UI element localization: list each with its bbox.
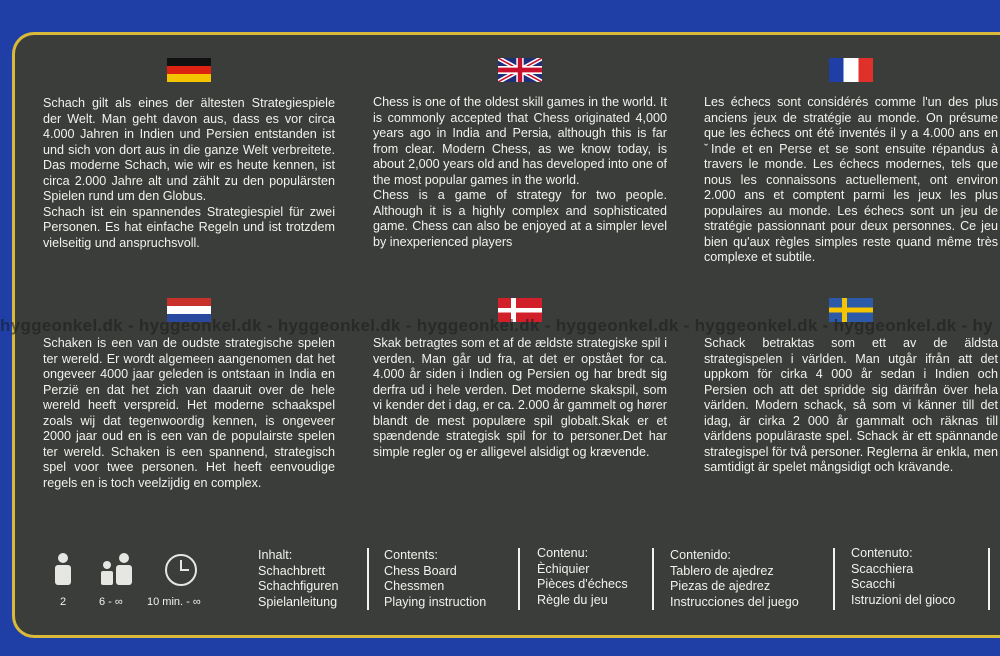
- english-description: Chess is one of the oldest skill games in the world. It is commonly accepted that Chess originated 4,000 years ago in India and Persia, although this is far from clear. Modern Chess, as we know today, is about 2,000 years old and has developed into one of the most popular games in the world. Chess is a game of strategy for two people. Although it is a highly complex and sophisticated game. Chess can also be enjoyed at a simpler level by inexperienced players: [373, 95, 667, 249]
- contents-items: Chess Board Chessmen Playing instruction: [384, 563, 487, 609]
- german-description: Schach gilt als eines der ältesten Strategiespiele der Welt. Man geht davon aus, dass es vor circa 4.000 Jahren in Indien und Persien entstanden ist und sich von dort aus in die ganze Welt verbreitete. Das moderne Schach, wie wir es heute kennen, ist circa 2.000 Jahre alt und zählt zu den populärsten Spielen rund um den Globus. Schach ist ein spannendes Strategiespiel für zwei Personen. Es hat einfache Regeln und ist trotzdem vielseitig und anspruchsvoll.: [43, 96, 335, 250]
- clock-icon: [164, 553, 198, 592]
- contents-items: Èchiquier Pièces d'échecs Règle du jeu: [537, 561, 628, 607]
- dutch-description: Schaken is een van de oudste strategische spelen ter wereld. Er wordt algemeen aangenomen dat het ongeveer 4000 jaar geleden is ontstaan in India en Perzië en dat het zich van daaruit over de hele wereld heeft verspreid. Het moderne schaakspel zoals wij dat tegenwoordig kennen, is ongeveer 2000 jaar oud en is een van de populairste spelen ter wereld. Schaken is een spannend, strategisch spel voor twee personen. Het heeft eenvoudige regels en is toch veelzijdig en complex.: [43, 336, 335, 490]
- contents-english: [384, 548, 486, 610]
- players-count: 2: [60, 596, 67, 608]
- multiplayer-icon: [99, 552, 135, 591]
- contents-items: Schachbrett Schachfiguren Spielanleitung: [258, 563, 339, 609]
- divider: [367, 548, 369, 610]
- contents-heading: Contenuto:: [851, 546, 913, 560]
- contents-heading: Contenu:: [537, 546, 589, 560]
- single-player-icon: [53, 552, 73, 591]
- contents-spanish: [670, 548, 799, 610]
- contents-items: Tablero de ajedrez Piezas de ajedrez Instrucciones del juego: [670, 563, 799, 609]
- players-range: 6 - ∞: [99, 596, 123, 608]
- play-time: 10 min. - ∞: [147, 596, 201, 608]
- divider: [518, 548, 520, 610]
- divider: [652, 548, 654, 610]
- divider: [833, 548, 835, 610]
- danish-description: Skak betragtes som et af de ældste strategiske spil i verden. Man går ud fra, at det er opstået for ca. 4.000 år siden i Indien og Persien og har bredt sig derfra ud i hele verden. Det moderne skakspil, som vi kender det i dag, er ca. 2.000 år gammelt og hører blandt de mest populære spil globalt.Skak er et spændende strategisk spil for to personer.Det har simple regler og er alligevel alsidigt og krævende.: [373, 336, 668, 459]
- divider: [988, 548, 990, 610]
- uk-flag: [498, 58, 542, 82]
- france-flag: [829, 58, 873, 82]
- contents-heading: Contenido:: [670, 548, 731, 562]
- watermark-text: hyggeonkel.dk - hyggeonkel.dk - hyggeonkel.dk - hyggeonkel.dk - hyggeonkel.dk - hyggeonkel.dk - hyggeonkel.dk - hy: [0, 316, 993, 335]
- contents-italian: [851, 546, 955, 608]
- contents-heading: Inhalt:: [258, 548, 293, 562]
- contents-heading: Contents:: [384, 548, 438, 562]
- swedish-description: Schack betraktas som ett av de äldsta strategispelen i världen. Man utgår ifrån att det uppkom för cirka 4 000 år sedan i Indien och Persien och att det spridde sig därifrån över hela världen. Modern schack, så som vi känner till det idag, är cirka 2 000 år gammalt och räknas till världens populäraste spel. Schack är ett spännande strategispel för två personer. Reglerna är enkla, men samtidigt är spelet mångsidigt och krävande.: [704, 336, 998, 474]
- contents-items: Scacchiera Scacchi Istruzioni del gioco: [851, 561, 956, 607]
- contents-german: [258, 548, 339, 610]
- germany-flag: [167, 58, 211, 82]
- contents-french: [537, 546, 628, 608]
- french-description: Les échecs sont considérés comme l'un des plus anciens jeux de stratégie au monde. On présume que les échecs ont été inventés il y a 4.000 ans en ˇInde et en Perse et se sont ensuite répandus à travers le monde. Les échecs modernes, tels que nous les connaissons actuellement, ont environ 2.000 ans et comptent parmi les jeux les plus populaires au monde. Les échecs sont un jeu de stratégie passionnant pour deux personnes. Ce jeu bien qu'aux règles simples reste quand même très complexe et subtile.: [704, 95, 998, 264]
